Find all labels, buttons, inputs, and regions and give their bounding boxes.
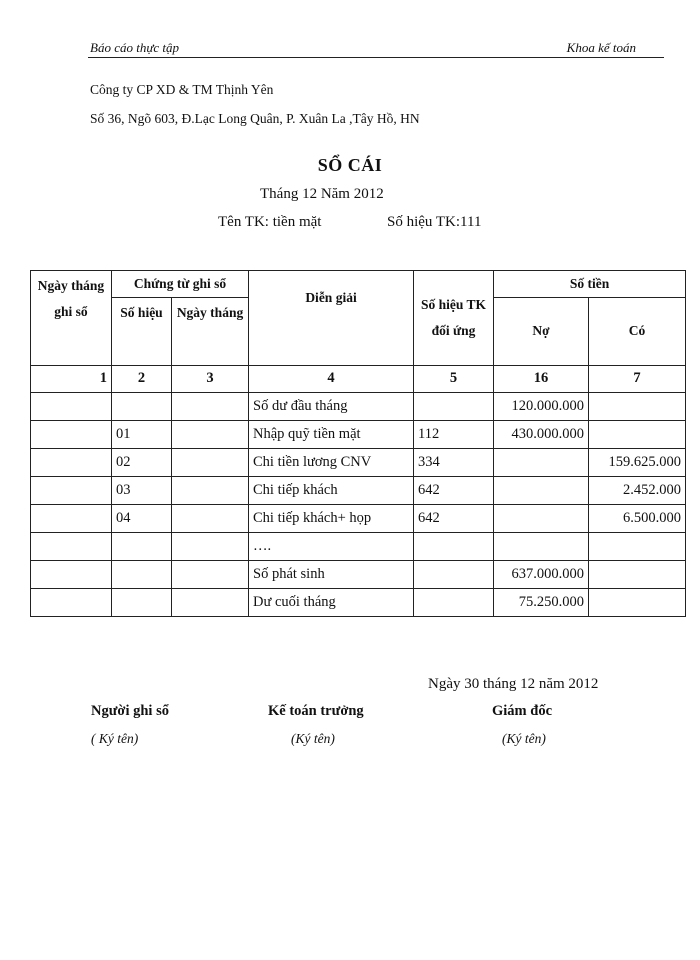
cell-contra: 642 bbox=[414, 476, 494, 504]
cell-voucher-no: 04 bbox=[112, 504, 172, 532]
col-num: 4 bbox=[249, 365, 414, 392]
column-number-row bbox=[31, 365, 686, 392]
cell-description: …. bbox=[249, 532, 414, 560]
cell-date bbox=[31, 392, 112, 420]
cell-debit bbox=[494, 532, 589, 560]
col-header-contra: Số hiệu TK đối ứng bbox=[414, 271, 494, 366]
ledger-rows bbox=[31, 392, 686, 616]
cell-voucher-no: 03 bbox=[112, 476, 172, 504]
table-row bbox=[31, 476, 686, 504]
cell-date bbox=[31, 448, 112, 476]
company-name: Công ty CP XD & TM Thịnh Yên bbox=[90, 82, 274, 97]
cell-contra bbox=[414, 532, 494, 560]
cell-description: Số dư đầu tháng bbox=[249, 392, 414, 420]
cell-debit bbox=[494, 504, 589, 532]
cell-voucher-date bbox=[172, 532, 249, 560]
company-address: Số 36, Ngõ 603, Đ.Lạc Long Quân, P. Xuân La ,Tây Hồ, HN bbox=[90, 111, 420, 126]
cell-voucher-date bbox=[172, 504, 249, 532]
cell-description: Số phát sinh bbox=[249, 560, 414, 588]
director-title: Giám đốc bbox=[492, 703, 553, 719]
col-header-date: Ngày tháng ghi sổ bbox=[31, 271, 112, 366]
col-num: 3 bbox=[172, 365, 249, 392]
col-num: 16 bbox=[494, 365, 589, 392]
col-header-amount: Số tiền bbox=[494, 271, 686, 298]
cell-debit: 75.250.000 bbox=[494, 588, 589, 616]
cell-description: Chi tiền lương CNV bbox=[249, 448, 414, 476]
header-divider bbox=[88, 57, 664, 58]
cell-credit bbox=[589, 560, 686, 588]
cell-date bbox=[31, 420, 112, 448]
table-row bbox=[31, 588, 686, 616]
cell-contra: 642 bbox=[414, 504, 494, 532]
cell-voucher-date bbox=[172, 448, 249, 476]
recorder-title: Người ghi sổ bbox=[91, 703, 169, 719]
col-header-description: Diễn giải bbox=[249, 271, 414, 366]
cell-description: Dư cuối tháng bbox=[249, 588, 414, 616]
table-row bbox=[31, 532, 686, 560]
cell-voucher-no bbox=[112, 392, 172, 420]
cell-credit bbox=[589, 532, 686, 560]
cell-voucher-no bbox=[112, 560, 172, 588]
report-header-left: Báo cáo thực tập bbox=[90, 40, 180, 55]
table-row bbox=[31, 392, 686, 420]
table-row bbox=[31, 420, 686, 448]
cell-date bbox=[31, 504, 112, 532]
cell-contra: 334 bbox=[414, 448, 494, 476]
account-name: Tên TK: tiền mặt bbox=[218, 214, 322, 230]
cell-voucher-no bbox=[112, 532, 172, 560]
col-header-voucher: Chứng từ ghi sổ bbox=[112, 271, 249, 298]
cell-voucher-date bbox=[172, 560, 249, 588]
cell-description: Chi tiếp khách bbox=[249, 476, 414, 504]
report-header-right: Khoa kế toán bbox=[566, 40, 636, 55]
cell-credit bbox=[589, 420, 686, 448]
director-signature-note: (Ký tên) bbox=[502, 731, 546, 746]
col-header-voucher-date: Ngày tháng bbox=[172, 297, 249, 365]
cell-credit: 2.452.000 bbox=[589, 476, 686, 504]
ledger-period: Tháng 12 Năm 2012 bbox=[260, 186, 384, 202]
chief-accountant-signature-note: (Ký tên) bbox=[291, 731, 335, 746]
col-num: 1 bbox=[31, 365, 112, 392]
cell-contra bbox=[414, 392, 494, 420]
cell-voucher-no: 01 bbox=[112, 420, 172, 448]
cell-date bbox=[31, 532, 112, 560]
col-header-debit: Nợ bbox=[494, 297, 589, 365]
cell-voucher-date bbox=[172, 588, 249, 616]
cell-date bbox=[31, 588, 112, 616]
account-code: Số hiệu TK:111 bbox=[387, 214, 482, 230]
recorder-signature-note: ( Ký tên) bbox=[91, 731, 139, 746]
cell-debit bbox=[494, 476, 589, 504]
cell-voucher-no bbox=[112, 588, 172, 616]
cell-contra bbox=[414, 560, 494, 588]
cell-date bbox=[31, 476, 112, 504]
ledger-table bbox=[30, 270, 686, 617]
cell-contra: 112 bbox=[414, 420, 494, 448]
cell-date bbox=[31, 560, 112, 588]
table-row bbox=[31, 504, 686, 532]
col-num: 5 bbox=[414, 365, 494, 392]
cell-debit: 120.000.000 bbox=[494, 392, 589, 420]
table-row bbox=[31, 448, 686, 476]
cell-credit: 159.625.000 bbox=[589, 448, 686, 476]
cell-voucher-no: 02 bbox=[112, 448, 172, 476]
cell-credit: 6.500.000 bbox=[589, 504, 686, 532]
signature-date: Ngày 30 tháng 12 năm 2012 bbox=[428, 676, 599, 692]
cell-debit: 637.000.000 bbox=[494, 560, 589, 588]
col-num: 7 bbox=[589, 365, 686, 392]
cell-voucher-date bbox=[172, 476, 249, 504]
cell-description: Chi tiếp khách+ họp bbox=[249, 504, 414, 532]
cell-contra bbox=[414, 588, 494, 616]
chief-accountant-title: Kế toán trưởng bbox=[268, 703, 364, 719]
table-row bbox=[31, 560, 686, 588]
col-num: 2 bbox=[112, 365, 172, 392]
col-header-credit: Có bbox=[589, 297, 686, 365]
cell-credit bbox=[589, 392, 686, 420]
ledger-title: SỔ CÁI bbox=[317, 155, 383, 175]
cell-description: Nhập quỹ tiền mặt bbox=[249, 420, 414, 448]
cell-debit bbox=[494, 448, 589, 476]
cell-voucher-date bbox=[172, 392, 249, 420]
cell-debit: 430.000.000 bbox=[494, 420, 589, 448]
cell-voucher-date bbox=[172, 420, 249, 448]
cell-credit bbox=[589, 588, 686, 616]
col-header-voucher-no: Số hiệu bbox=[112, 297, 172, 365]
